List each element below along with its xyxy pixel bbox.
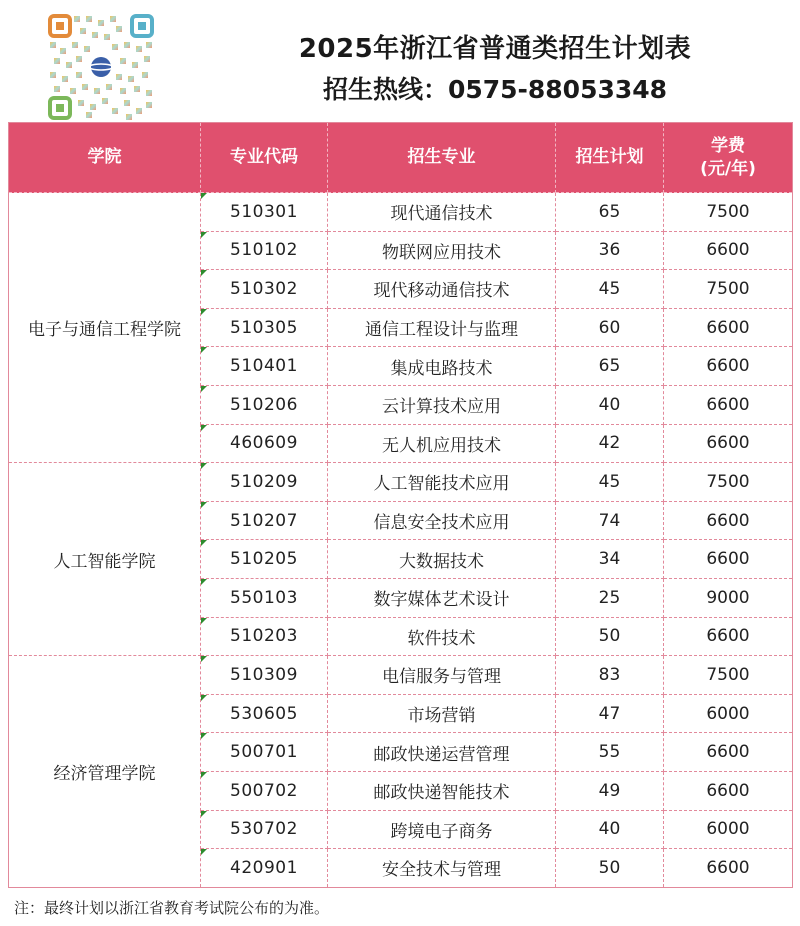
column-header-code: 专业代码 xyxy=(201,123,328,193)
major-code-cell xyxy=(201,578,328,617)
major-name-cell: 现代移动通信技术 xyxy=(328,270,556,309)
table-row xyxy=(9,656,793,695)
tuition-fee-cell: 6600 xyxy=(664,849,793,888)
major-code-cell xyxy=(201,540,328,579)
major-name-cell: 无人机应用技术 xyxy=(328,424,556,463)
major-code-text: 550103 xyxy=(230,587,298,608)
major-code-cell xyxy=(201,308,328,347)
major-code-text: 510209 xyxy=(230,471,298,492)
hotline: 招生热线：0575-88053348 xyxy=(322,75,668,104)
plan-count-cell: 55 xyxy=(556,733,664,772)
cell-corner-marker-icon xyxy=(201,425,207,431)
cell-corner-marker-icon xyxy=(201,193,207,199)
college-cell: 电子与通信工程学院 xyxy=(9,193,201,463)
major-code-text: 420901 xyxy=(230,857,298,878)
tuition-fee-cell: 6600 xyxy=(664,231,793,270)
tuition-fee-cell: 6600 xyxy=(664,733,793,772)
plan-count-cell: 49 xyxy=(556,771,664,810)
cell-corner-marker-icon xyxy=(201,772,207,778)
tuition-fee-cell: 6000 xyxy=(664,810,793,849)
cell-corner-marker-icon xyxy=(201,579,207,585)
major-code-cell xyxy=(201,501,328,540)
column-header-fee xyxy=(664,123,793,193)
qr-code-icon xyxy=(46,12,156,122)
major-code-cell xyxy=(201,810,328,849)
major-code-cell xyxy=(201,231,328,270)
major-code-cell xyxy=(201,771,328,810)
fee-header-unit: (元/年) xyxy=(700,158,756,179)
cell-corner-marker-icon xyxy=(201,347,207,353)
tuition-fee-cell: 6600 xyxy=(664,501,793,540)
tuition-fee-cell: 6600 xyxy=(664,308,793,347)
major-name-cell: 现代通信技术 xyxy=(328,193,556,232)
table-header-row xyxy=(9,123,793,193)
cell-corner-marker-icon xyxy=(201,618,207,624)
cell-corner-marker-icon xyxy=(201,540,207,546)
plan-count-cell: 83 xyxy=(556,656,664,695)
major-name-cell: 人工智能技术应用 xyxy=(328,463,556,502)
major-name-cell: 数字媒体艺术设计 xyxy=(328,578,556,617)
tuition-fee-cell: 7500 xyxy=(664,463,793,502)
table-row xyxy=(9,463,793,502)
major-code-text: 510205 xyxy=(230,549,298,570)
cell-corner-marker-icon xyxy=(201,386,207,392)
cell-corner-marker-icon xyxy=(201,463,207,469)
major-name-cell: 软件技术 xyxy=(328,617,556,656)
major-code-text: 510305 xyxy=(230,317,298,338)
plan-count-cell: 65 xyxy=(556,347,664,386)
major-code-cell xyxy=(201,193,328,232)
cell-corner-marker-icon xyxy=(201,811,207,817)
cell-corner-marker-icon xyxy=(201,232,207,238)
major-code-text: 530702 xyxy=(230,819,298,840)
enrollment-plan-table xyxy=(8,122,793,888)
major-code-cell xyxy=(201,694,328,733)
major-code-text: 510401 xyxy=(230,356,298,377)
major-code-cell xyxy=(201,849,328,888)
major-name-cell: 安全技术与管理 xyxy=(328,849,556,888)
cell-corner-marker-icon xyxy=(201,309,207,315)
tuition-fee-cell: 6600 xyxy=(664,385,793,424)
tuition-fee-cell: 6600 xyxy=(664,347,793,386)
cell-corner-marker-icon xyxy=(201,502,207,508)
tuition-fee-cell: 6600 xyxy=(664,617,793,656)
major-code-text: 510302 xyxy=(230,278,298,299)
major-code-cell xyxy=(201,347,328,386)
cell-corner-marker-icon xyxy=(201,695,207,701)
major-code-text: 510102 xyxy=(230,240,298,261)
tuition-fee-cell: 7500 xyxy=(664,270,793,309)
tuition-fee-cell: 6600 xyxy=(664,540,793,579)
major-code-cell xyxy=(201,617,328,656)
plan-count-cell: 40 xyxy=(556,810,664,849)
column-header-plan: 招生计划 xyxy=(556,123,664,193)
major-code-cell xyxy=(201,733,328,772)
major-code-text: 510301 xyxy=(230,201,298,222)
major-code-cell xyxy=(201,424,328,463)
major-code-text: 460609 xyxy=(230,433,298,454)
cell-corner-marker-icon xyxy=(201,733,207,739)
page-title: 2025年浙江省普通类招生计划表 xyxy=(298,34,692,64)
plan-count-cell: 45 xyxy=(556,270,664,309)
fee-header-label: 学费 xyxy=(711,136,745,157)
plan-count-cell: 50 xyxy=(556,617,664,656)
table-body xyxy=(9,193,793,888)
major-code-text: 530605 xyxy=(230,703,298,724)
plan-count-cell: 65 xyxy=(556,193,664,232)
tuition-fee-cell: 7500 xyxy=(664,193,793,232)
cell-corner-marker-icon xyxy=(201,270,207,276)
major-name-cell: 市场营销 xyxy=(328,694,556,733)
tuition-fee-cell: 6000 xyxy=(664,694,793,733)
major-code-text: 500701 xyxy=(230,742,298,763)
cell-corner-marker-icon xyxy=(201,656,207,662)
major-code-cell xyxy=(201,270,328,309)
plan-count-cell: 40 xyxy=(556,385,664,424)
cell-corner-marker-icon xyxy=(201,849,207,855)
plan-count-cell: 25 xyxy=(556,578,664,617)
plan-count-cell: 74 xyxy=(556,501,664,540)
major-name-cell: 物联网应用技术 xyxy=(328,231,556,270)
plan-count-cell: 34 xyxy=(556,540,664,579)
plan-count-cell: 45 xyxy=(556,463,664,502)
major-name-cell: 大数据技术 xyxy=(328,540,556,579)
tuition-fee-cell: 7500 xyxy=(664,656,793,695)
major-code-cell xyxy=(201,463,328,502)
tuition-fee-cell: 6600 xyxy=(664,424,793,463)
tuition-fee-cell: 6600 xyxy=(664,771,793,810)
column-header-college: 学院 xyxy=(9,123,201,193)
major-code-cell xyxy=(201,385,328,424)
major-name-cell: 跨境电子商务 xyxy=(328,810,556,849)
major-code-text: 510309 xyxy=(230,664,298,685)
major-name-cell: 通信工程设计与监理 xyxy=(328,308,556,347)
major-code-text: 510203 xyxy=(230,626,298,647)
column-header-major: 招生专业 xyxy=(328,123,556,193)
major-name-cell: 云计算技术应用 xyxy=(328,385,556,424)
plan-count-cell: 47 xyxy=(556,694,664,733)
footnote: 注：最终计划以浙江省教育考试院公布的为准。 xyxy=(14,899,330,917)
plan-count-cell: 42 xyxy=(556,424,664,463)
college-cell: 人工智能学院 xyxy=(9,463,201,656)
tuition-fee-cell: 9000 xyxy=(664,578,793,617)
college-cell: 经济管理学院 xyxy=(9,656,201,888)
major-name-cell: 信息安全技术应用 xyxy=(328,501,556,540)
major-code-text: 510207 xyxy=(230,510,298,531)
major-name-cell: 邮政快递运营管理 xyxy=(328,733,556,772)
table-row xyxy=(9,193,793,232)
plan-count-cell: 60 xyxy=(556,308,664,347)
plan-count-cell: 50 xyxy=(556,849,664,888)
plan-count-cell: 36 xyxy=(556,231,664,270)
major-name-cell: 邮政快递智能技术 xyxy=(328,771,556,810)
major-code-cell xyxy=(201,656,328,695)
major-code-text: 500702 xyxy=(230,780,298,801)
major-name-cell: 集成电路技术 xyxy=(328,347,556,386)
major-code-text: 510206 xyxy=(230,394,298,415)
major-name-cell: 电信服务与管理 xyxy=(328,656,556,695)
